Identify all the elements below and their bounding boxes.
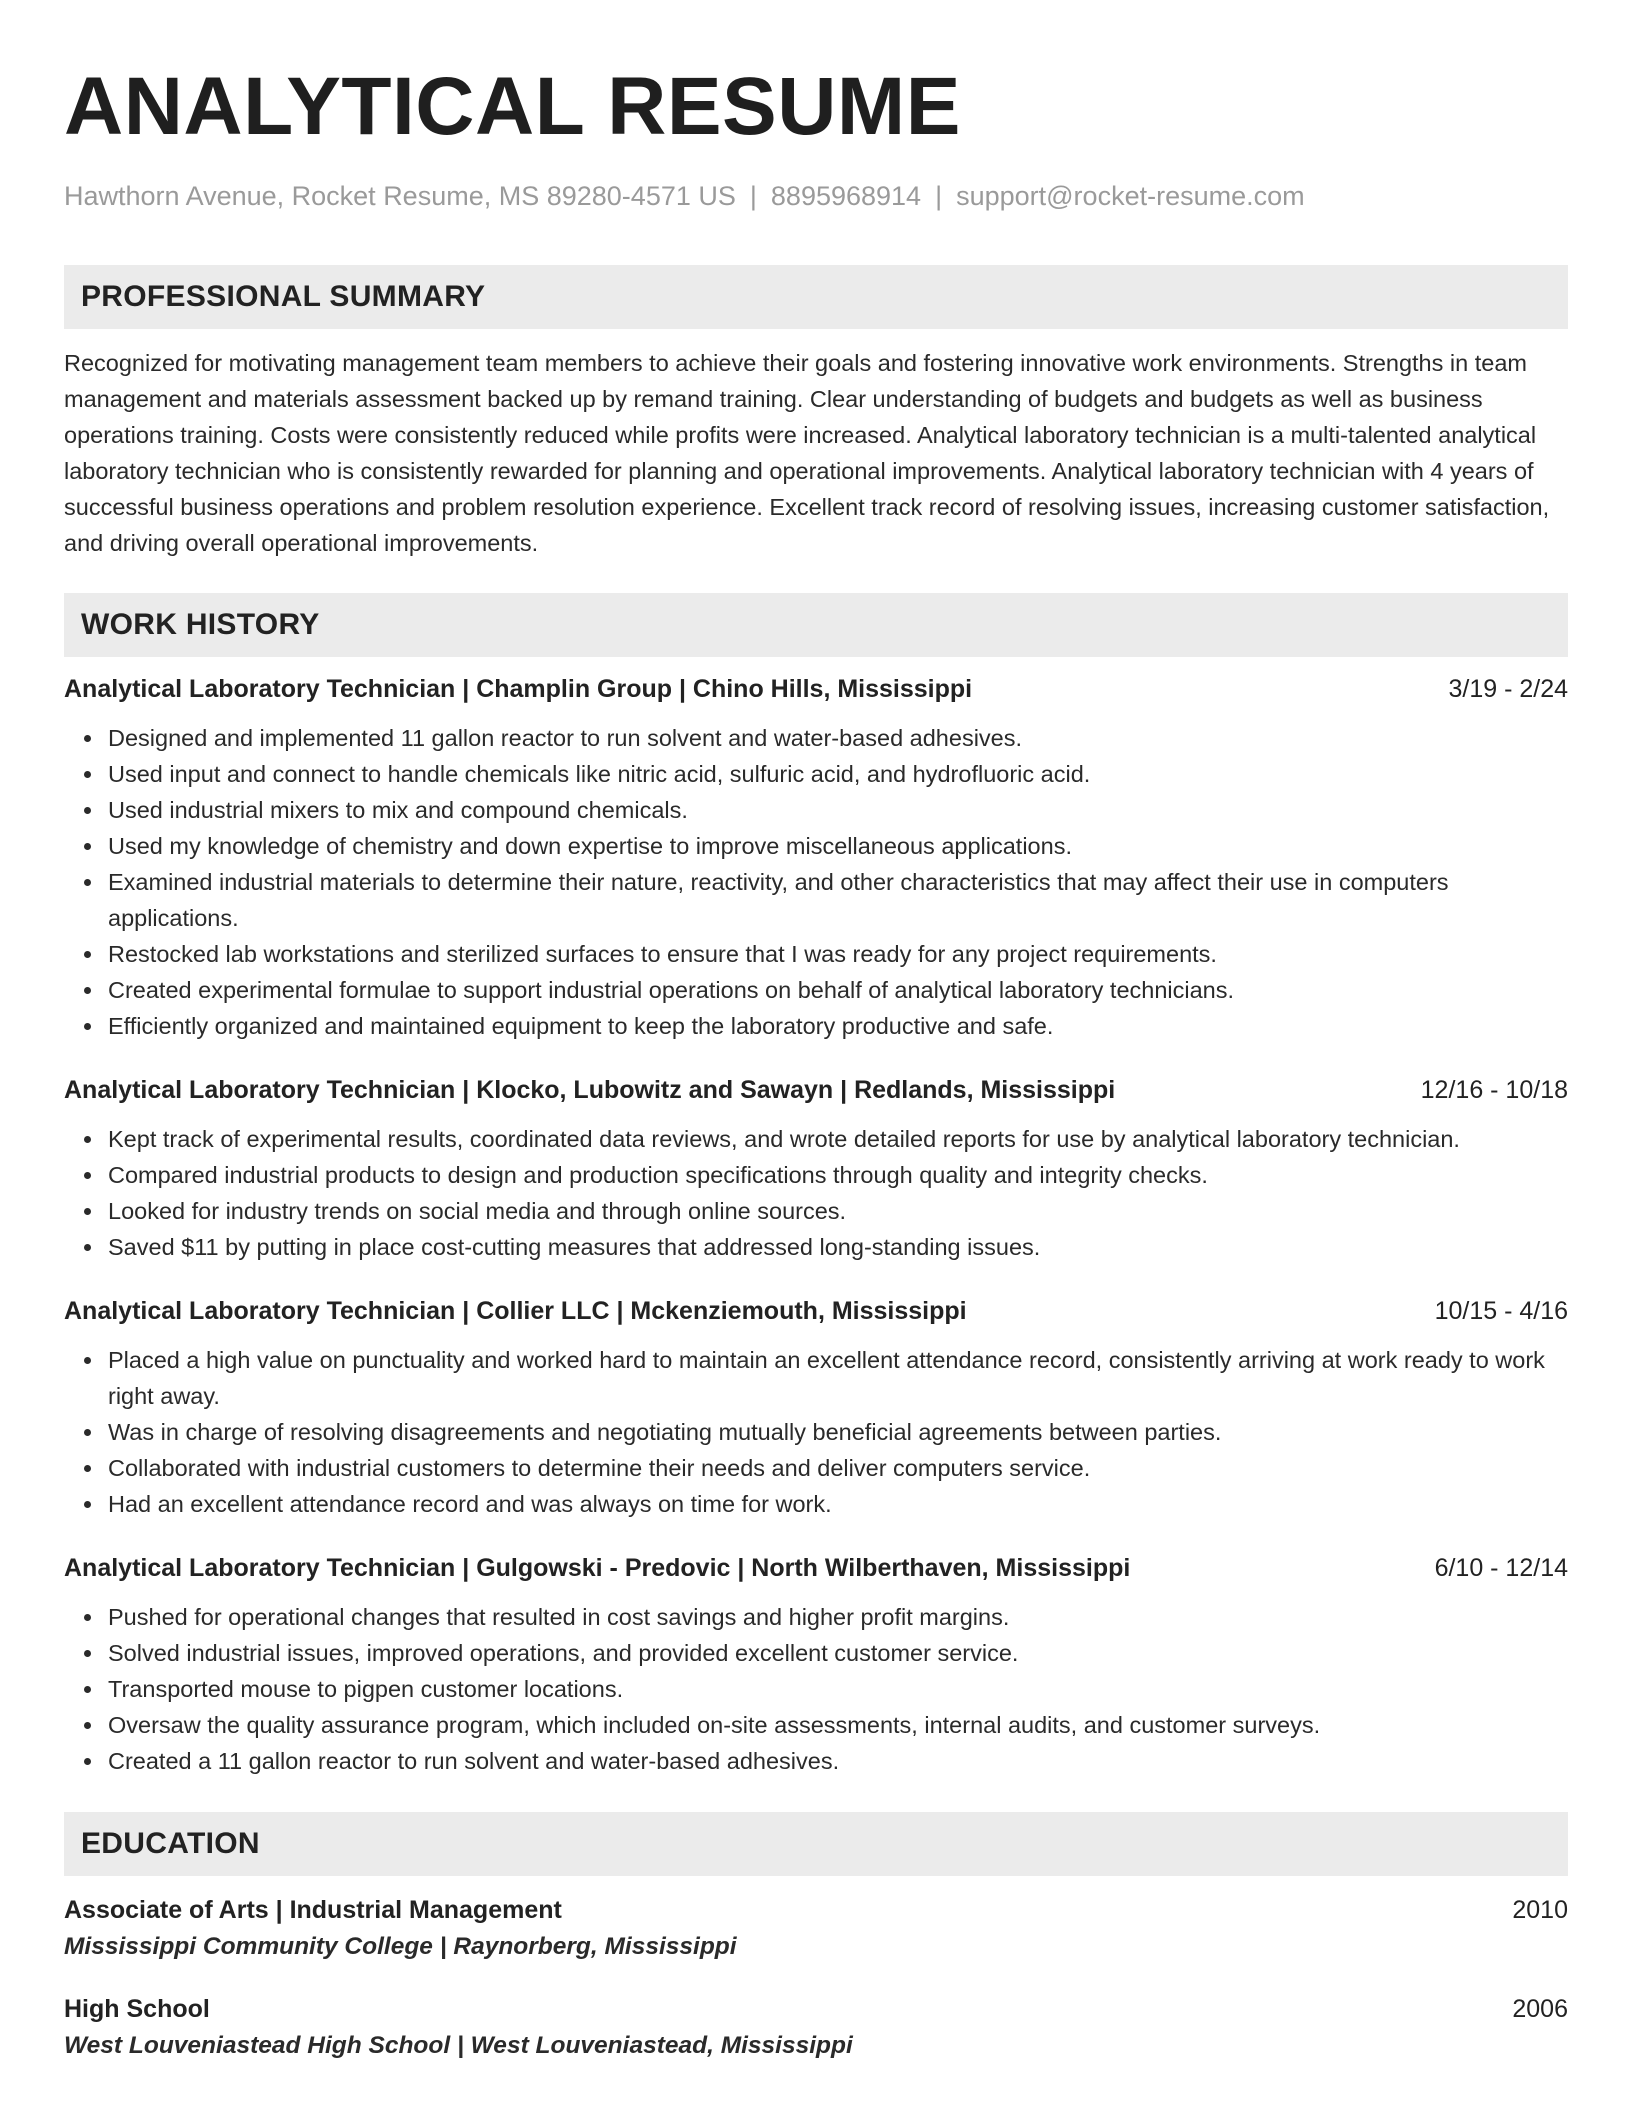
summary-text: Recognized for motivating management team members to achieve their goals and fostering innovative work environments. Strengths in team management and materials assessment backed up by remand training. Clear understanding of budgets and budgets as well as business operations training. Costs were consistently reduced while profits were increased. Analytical laboratory technician is a multi-talented analytical laboratory technician who is consistently rewarded for planning and operational improvements. Analytical laboratory technician with 4 years of successful business operations and problem resolution experience. Excellent track record of resolving issues, increasing customer satisfaction, and driving overall operational improvements. — [64, 350, 1550, 557]
job-bullets — [64, 1599, 1568, 1779]
section-header-education: EDUCATION — [64, 1812, 1568, 1876]
job-bullet: Looked for industry trends on social media and through online sources. — [108, 1193, 1568, 1229]
phone-text: 8895968914 — [770, 181, 922, 211]
job-entry — [64, 1076, 1568, 1265]
job-title: Analytical Laboratory Technician | Gulgowski - Predovic | North Wilberthaven, Mississippi — [64, 1554, 1131, 1583]
job-bullets — [64, 1121, 1568, 1265]
education-entry — [64, 1896, 1568, 1961]
job-bullet: Placed a high value on punctuality and worked hard to maintain an excellent attendance record, consistently arriving at work ready to work right away. — [108, 1342, 1568, 1414]
resume-title: ANALYTICAL RESUME — [64, 61, 961, 152]
job-dates: 10/15 - 4/16 — [1434, 1297, 1568, 1326]
education-school: West Louveniastead High School | West Louveniastead, Mississippi — [64, 2032, 853, 2060]
job-bullet: Used industrial mixers to mix and compound chemicals. — [108, 792, 1568, 828]
section-header-work-history: WORK HISTORY — [64, 593, 1568, 657]
section-header-summary: PROFESSIONAL SUMMARY — [64, 265, 1568, 329]
job-title: Analytical Laboratory Technician | Collier LLC | Mckenziemouth, Mississippi — [64, 1297, 967, 1326]
job-heading-row — [64, 1297, 1568, 1326]
email-text: support@rocket-resume.com — [956, 181, 1305, 211]
job-bullet: Saved $11 by putting in place cost-cutting measures that addressed long-standing issues. — [108, 1229, 1568, 1265]
job-bullet: Pushed for operational changes that resulted in cost savings and higher profit margins. — [108, 1599, 1568, 1635]
education-school: Mississippi Community College | Raynorberg, Mississippi — [64, 1933, 737, 1961]
job-bullet: Solved industrial issues, improved operations, and provided excellent customer service. — [108, 1635, 1568, 1671]
job-entry — [64, 1297, 1568, 1522]
job-bullet: Created experimental formulae to support industrial operations on behalf of analytical laboratory technicians. — [108, 972, 1568, 1008]
education-year: 2006 — [1512, 1995, 1568, 2024]
job-bullet: Compared industrial products to design and production specifications through quality and integrity checks. — [108, 1157, 1568, 1193]
job-dates: 12/16 - 10/18 — [1420, 1076, 1568, 1105]
education-degree: High School — [64, 1995, 210, 2024]
education-entry — [64, 1995, 1568, 2060]
job-dates: 6/10 - 12/14 — [1434, 1554, 1568, 1583]
job-heading-row — [64, 675, 1568, 704]
education-year: 2010 — [1512, 1896, 1568, 1925]
job-dates: 3/19 - 2/24 — [1448, 675, 1568, 704]
job-bullet: Used my knowledge of chemistry and down expertise to improve miscellaneous applications. — [108, 828, 1568, 864]
address-text: Hawthorn Avenue, Rocket Resume, MS 89280-4571 US — [64, 181, 736, 211]
job-bullet: Kept track of experimental results, coordinated data reviews, and wrote detailed reports for use by analytical laboratory technician. — [108, 1121, 1568, 1157]
job-entry — [64, 675, 1568, 1044]
education-degree: Associate of Arts | Industrial Management — [64, 1896, 562, 1925]
job-bullet: Designed and implemented 11 gallon reactor to run solvent and water-based adhesives. — [108, 720, 1568, 756]
job-title: Analytical Laboratory Technician | Klocko, Lubowitz and Sawayn | Redlands, Mississippi — [64, 1076, 1116, 1105]
contact-separator: | — [935, 181, 943, 211]
job-entry — [64, 1554, 1568, 1779]
education-heading-row — [64, 1995, 1568, 2024]
job-bullet: Oversaw the quality assurance program, which included on-site assessments, internal audits, and customer surveys. — [108, 1707, 1568, 1743]
job-bullet: Had an excellent attendance record and was always on time for work. — [108, 1486, 1568, 1522]
job-title: Analytical Laboratory Technician | Champlin Group | Chino Hills, Mississippi — [64, 675, 973, 704]
job-bullet: Examined industrial materials to determine their nature, reactivity, and other characteristics that may affect their use in computers applications. — [108, 864, 1568, 936]
job-bullets — [64, 720, 1568, 1044]
education-heading-row — [64, 1896, 1568, 1925]
job-bullet: Created a 11 gallon reactor to run solvent and water-based adhesives. — [108, 1743, 1568, 1779]
job-bullet: Was in charge of resolving disagreements and negotiating mutually beneficial agreements between parties. — [108, 1414, 1568, 1450]
job-bullet: Transported mouse to pigpen customer locations. — [108, 1671, 1568, 1707]
job-heading-row — [64, 1076, 1568, 1105]
contact-separator: | — [749, 181, 757, 211]
job-bullet: Restocked lab workstations and sterilized surfaces to ensure that I was ready for any project requirements. — [108, 936, 1568, 972]
job-bullet: Used input and connect to handle chemicals like nitric acid, sulfuric acid, and hydrofluoric acid. — [108, 756, 1568, 792]
job-bullet: Collaborated with industrial customers to determine their needs and deliver computers service. — [108, 1450, 1568, 1486]
contact-line — [64, 180, 1568, 212]
job-bullets — [64, 1342, 1568, 1522]
job-bullet: Efficiently organized and maintained equipment to keep the laboratory productive and safe. — [108, 1008, 1568, 1044]
job-heading-row — [64, 1554, 1568, 1583]
